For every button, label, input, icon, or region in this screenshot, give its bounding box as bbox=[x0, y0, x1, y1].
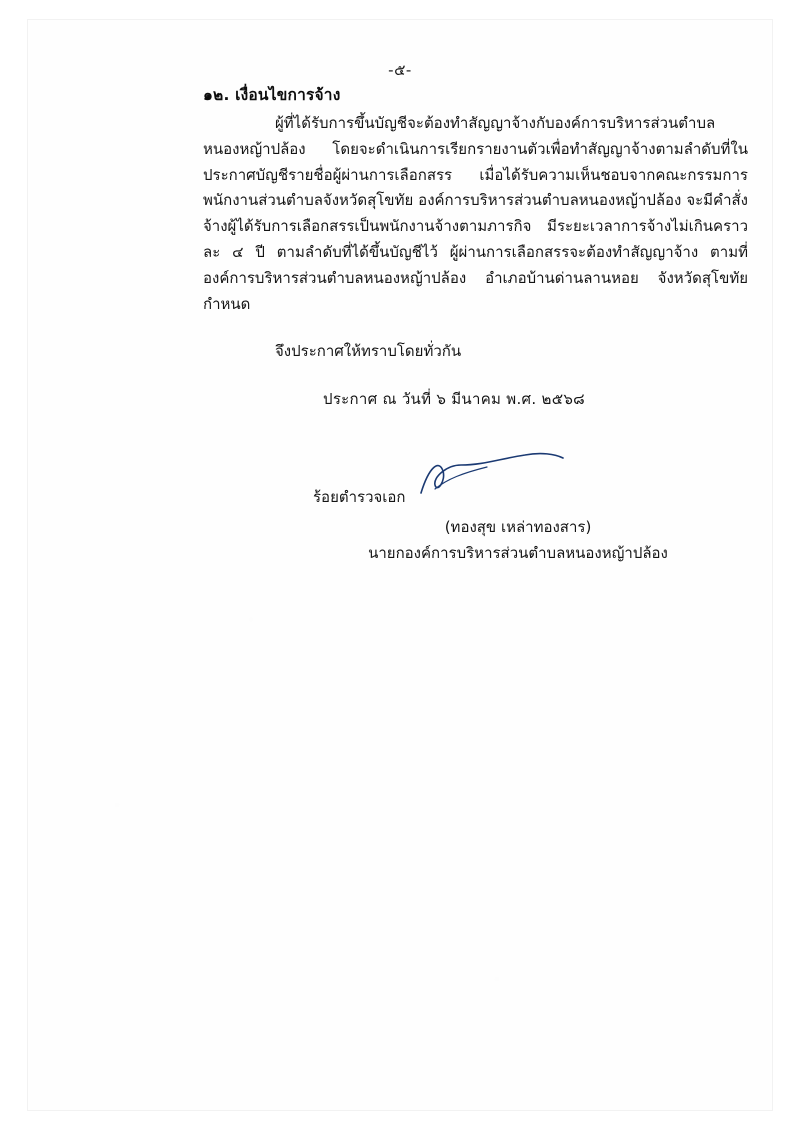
document-body bbox=[203, 82, 748, 569]
handwritten-signature-icon bbox=[413, 449, 573, 505]
signer-name: (ทองสุข เหล่าทองสาร) bbox=[444, 517, 592, 536]
signer-rank: ร้อยตำรวจเอก bbox=[313, 487, 406, 506]
signature-block bbox=[203, 449, 748, 569]
date-line: ประกาศ ณ วันที่ ๖ มีนาคม พ.ศ. ๒๕๖๘ bbox=[323, 389, 586, 408]
notice-line: จึงประกาศให้ทราบโดยทั่วกัน bbox=[275, 342, 462, 361]
page-number: -๕- bbox=[388, 61, 412, 79]
section-paragraph-conditions: ผู้ที่ได้รับการขึ้นบัญชีจะต้องทำสัญญาจ้างกับองค์การบริหารส่วนตำบลหนองหญ้าปล้อง โดยจะดำเนินการเรียกรายงานตัวเพื่อทำสัญญาจ้างตามลำดับที่ในประกาศบัญชีรายชื่อผู้ผ่านการเลือกสรร เมื่อได้รับความเห็นชอบจากคณะกรรมการพนักงานส่วนตำบลจังหวัดสุโขทัย องค์การบริหารส่วนตำบลหนองหญ้าปล้อง จะมีคำสั่งจ้างผู้ได้รับการเลือกสรรเป็นพนักงานจ้างตามภารกิจ มีระยะเวลาการจ้างไม่เกินคราวละ ๔ ปี ตามลำดับที่ได้ขึ้นบัญชีไว้ ผู้ผ่านการเลือกสรรจะต้องทำสัญญาจ้าง ตามที่องค์การบริหารส่วนตำบลหนองหญ้าปล้อง อำเภอบ้านด่านลานหอย จังหวัดสุโขทัย กำหนด bbox=[203, 114, 748, 313]
signer-position: นายกองค์การบริหารส่วนตำบลหนองหญ้าปล้อง bbox=[368, 543, 668, 562]
paper-sheet bbox=[28, 20, 772, 1110]
section-heading-conditions: ๑๒. เงื่อนไขการจ้าง bbox=[203, 86, 341, 104]
